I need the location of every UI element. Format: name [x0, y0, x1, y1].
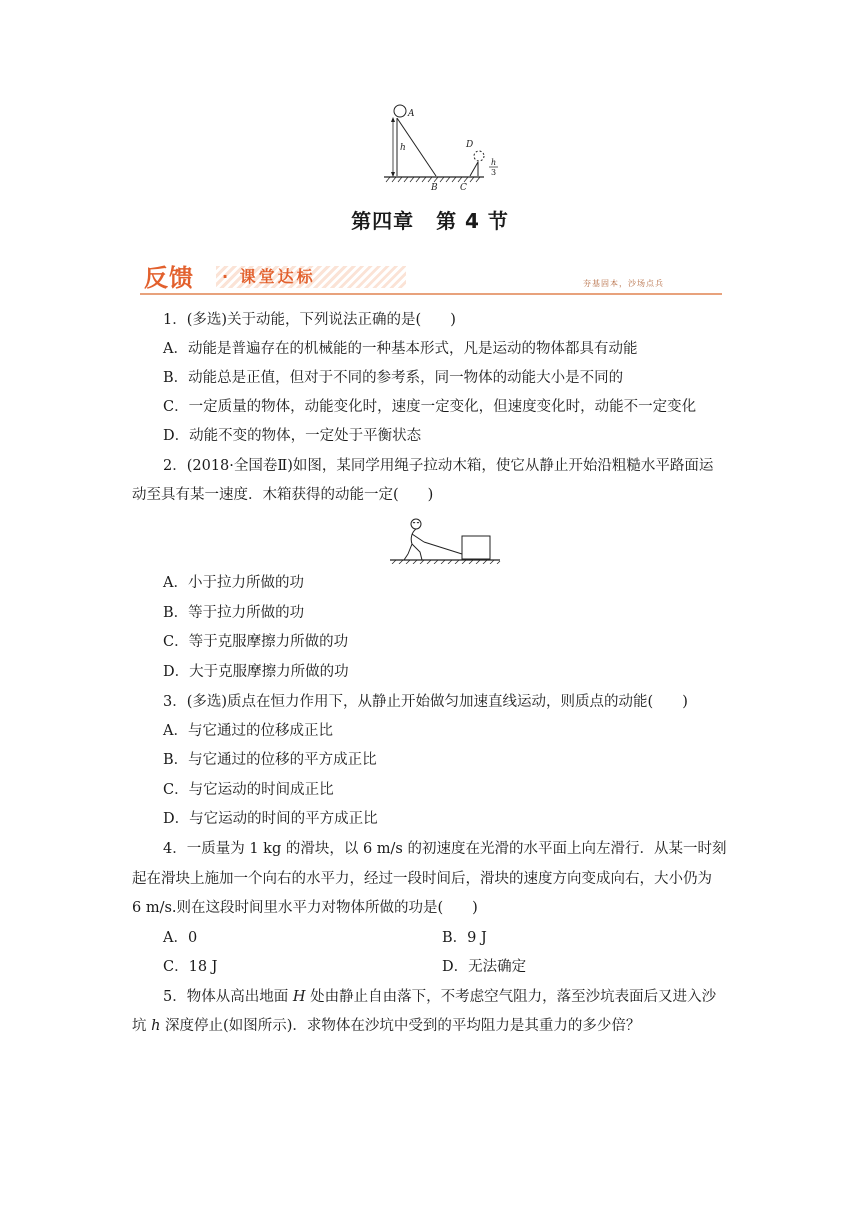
banner-subtitle: 课堂达标 — [239, 267, 316, 286]
var-h: h — [151, 1018, 161, 1034]
label-h3-den: 3 — [491, 168, 497, 177]
label-a: A — [408, 109, 415, 119]
q2-stem-line1: 2．(2018·全国卷Ⅱ)如图，某同学用绳子拉动木箱，使它从静止开始沿粗糙水平路面运 — [163, 458, 714, 474]
page-title — [0, 205, 860, 234]
q4-option-a: A．0 — [163, 930, 198, 946]
q3-option-b: B．与它通过的位移的平方成正比 — [163, 752, 377, 768]
q4-option-d: D．无法确定 — [442, 959, 527, 975]
ball-d — [474, 151, 484, 161]
q4-option-c: C．18 J — [163, 959, 218, 975]
label-h: h — [400, 143, 406, 153]
banner-slogan: 夯基固本，沙场点兵 — [583, 279, 664, 288]
q1-stem: 1．(多选)关于动能，下列说法正确的是( ) — [163, 312, 456, 328]
q2-option-c: C．等于克服摩擦力所做的功 — [163, 634, 349, 650]
q4-stem-line1: 4．一质量为 1 kg 的滑块，以 6 m/s 的初速度在光滑的水平面上向左滑行．从某一时刻 — [163, 841, 727, 857]
incline-figure — [384, 100, 504, 192]
q2-option-a: A．小于拉力所做的功 — [163, 575, 304, 591]
q5-stem-line1: 5．物体从高出地面 H 处由静止自由落下，不考虑空气阻力，落至沙坑表面后又进入沙 — [163, 989, 717, 1005]
var-H: H — [292, 989, 306, 1005]
pull-box-figure — [390, 516, 502, 564]
q3-stem: 3．(多选)质点在恒力作用下，从静止开始做匀加速直线运动，则质点的动能( ) — [163, 694, 688, 710]
section-banner — [140, 258, 722, 298]
chapter-label: 第四章 — [351, 209, 415, 233]
q4-option-b: B．9 J — [442, 930, 487, 946]
q4-stem-line3: 6 m/s.则在这段时间里水平力对物体所做的功是( ) — [132, 900, 478, 916]
label-h3-num: h — [491, 158, 497, 167]
q3-option-c: C．与它运动的时间成正比 — [163, 782, 334, 798]
q5-stem-line2: 坑 h 深度停止(如图所示)．求物体在沙坑中受到的平均阻力是其重力的多少倍？ — [132, 1018, 641, 1034]
ball-a — [394, 105, 406, 117]
banner-dot: · — [222, 267, 232, 286]
section-label: 第 4 节 — [436, 209, 509, 233]
label-b: B — [431, 183, 438, 192]
q1-option-d: D．动能不变的物体，一定处于平衡状态 — [163, 428, 422, 444]
banner-main: 反馈 — [144, 264, 194, 292]
q2-option-d: D．大于克服摩擦力所做的功 — [163, 664, 349, 680]
q1-option-a: A．动能是普遍存在的机械能的一种基本形式，凡是运动的物体都具有动能 — [163, 341, 638, 357]
q4-stem-line2: 起在滑块上施加一个向右的水平力，经过一段时间后，滑块的速度方向变成向右，大小仍为 — [132, 871, 712, 887]
label-d: D — [466, 140, 474, 150]
q3-option-a: A．与它通过的位移成正比 — [163, 723, 333, 739]
banner-sub — [222, 264, 316, 287]
q1-option-b: B．动能总是正值，但对于不同的参考系，同一物体的动能大小是不同的 — [163, 370, 624, 386]
q2-stem-line2: 动至具有某一速度．木箱获得的动能一定( ) — [132, 487, 434, 503]
q2-option-b: B．等于拉力所做的功 — [163, 605, 305, 621]
label-c: C — [460, 183, 467, 192]
q1-option-c: C．一定质量的物体，动能变化时，速度一定变化，但速度变化时，动能不一定变化 — [163, 399, 697, 415]
q3-option-d: D．与它运动的时间的平方成正比 — [163, 811, 378, 827]
